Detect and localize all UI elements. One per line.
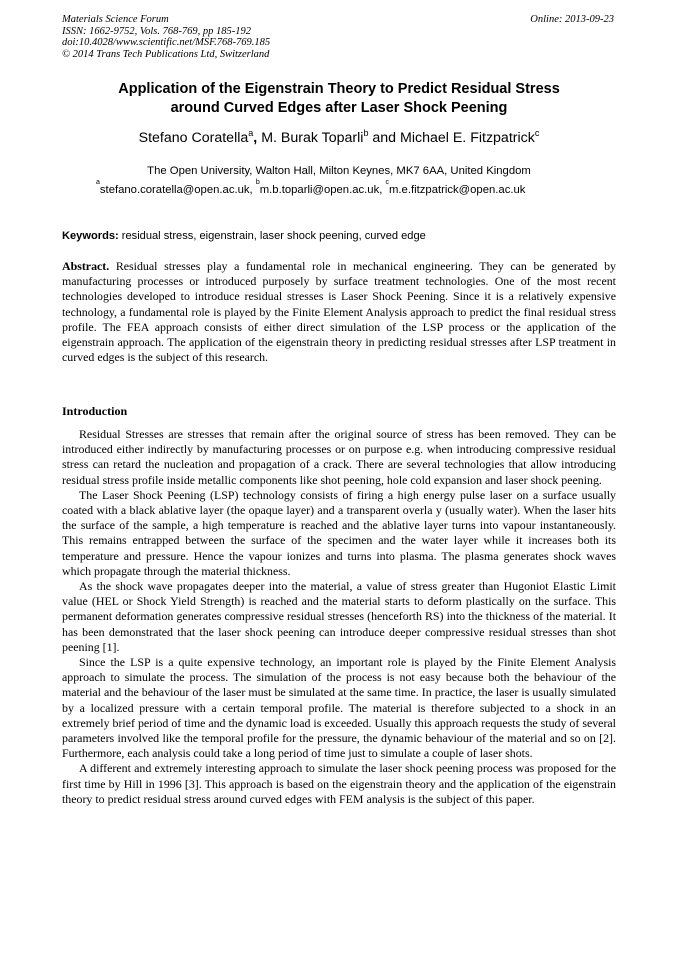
journal-name: Materials Science Forum [62,14,169,25]
email-b: m.b.toparli@open.ac.uk, [259,184,386,196]
author-3: Michael E. Fitzpatrick [400,130,535,146]
keywords [62,229,616,243]
paper-title [62,80,616,118]
author-2: M. Burak Toparli [261,130,364,146]
abstract-text: Residual stresses play a fundamental role in mechanical engineering. They can be generated by manufacturing processes or introduced purposely by surface treatment technologies. One of the most recent technologies developed to introduce residual stresses is Laser Shock Peening. Since it is a relatively expensive technology, a fundamental role is played by the Finite Element Analysis approach to predict the final residual stress profile. The FEA approach consists of either direct simulation of the LSP process or the application of the eigenstrain approach. The application of the eigenstrain theory in predicting residual stresses after LSP treatment in curved edges is the subject of this research. [62,259,616,365]
introduction-body [62,427,616,807]
online-date: Online: 2013-09-23 [530,14,614,25]
title-line-2: around Curved Edges after Laser Shock Peening [170,100,508,116]
email-c-marker: c [385,179,389,186]
issn-line: ISSN: 1662-9752, Vols. 768-769, pp 185-192 [62,25,251,37]
copyright-line: © 2014 Trans Tech Publications Ltd, Switzerland [62,48,270,60]
affiliation: The Open University, Walton Hall, Milton Keynes, MK7 6AA, United Kingdom [147,165,531,177]
author-1-marker: a [248,128,254,138]
author-1: Stefano Coratella [138,130,249,146]
author-separator-2: and [368,130,401,146]
author-3-marker: c [534,128,540,138]
paragraph: As the shock wave propagates deeper into the material, a value of stress greater than Hugoniot Elastic Limit value (HEL or Shock Yield Strength) is reached and the material starts to deform plastically on the surface. This permanent deformation generates compressive residual stresses (henceforth RS) into the thickness of the material. It has been demonstrated that the laser shock peening can introduce deeper compressive residual stresses than shot peening [1]. [62,579,616,654]
keywords-label: Keywords: [62,230,119,242]
paragraph: Since the LSP is a quite expensive technology, an important role is played by the Finite Element Analysis approach to simulate the process. The simulation of the process is not easy because both the behaviour of the material and the behaviour of the laser must be simulated at the same time. In practice, the laser is usually simulated by a localized pressure with a certain temporal profile. The material is therefore subjected to a shock in an extremely brief period of time and the dynamic load is exceeded. Usually this approach requests the study of several parameters involved like the temporal profile for the pressure, the dynamic behaviour of the material and so on [2]. Furthermore, each analysis could take a long period of time just to simulate a couple of laser shots. [62,655,616,761]
author-2-marker: b [363,128,369,138]
doi-line: doi:10.4028/www.scientific.net/MSF.768-769.185 [62,37,271,48]
keywords-text: residual stress, eigenstrain, laser shock peening, curved edge [118,230,426,242]
paragraph: A different and extremely interesting approach to simulate the laser shock peening process was proposed for the first time by Hill in 1996 [3]. This approach is based on the eigenstrain theory and the application of the eigenstrain theory to predict residual stress around curved edges with FEM analysis is the subject of this paper. [62,761,616,806]
author-list [62,129,616,147]
journal-header [62,14,270,60]
email-c: m.e.fitzpatrick@open.ac.uk [389,184,526,196]
author-separator-1: , [253,130,262,146]
email-list [96,179,596,197]
email-b-marker: b [255,179,260,186]
paragraph: The Laser Shock Peening (LSP) technology consists of firing a high energy pulse laser on a surface usually coated with a black ablative layer (the opaque layer) and a transparent overla y (usually water). When the laser hits the surface of the sample, a high temperature is reached and the ablative layer turns into vapour instantaneously. This remains entrapped between the surface of the specimen and the water layer while it increases both its temperature and pressure. Hence the vapour ionizes and turns into plasma. The plasma generates shock waves which propagate through the material thickness. [62,487,616,578]
email-a: stefano.coratella@open.ac.uk, [99,184,256,196]
email-a-marker: a [96,179,100,186]
paragraph: Residual Stresses are stresses that remain after the original source of stress has been removed. They can be introduced either indirectly by manufacturing processes or on purpose e.g. when introducing compressive residual stress can retard the nucleation and propagation of a crack. There are several technologies that allow introducing residual stress profile inside metallic components like shot peening, hole cold expansion and laser shock peening. [62,427,616,487]
title-line-1: Application of the Eigenstrain Theory to Predict Residual Stress [118,81,560,97]
abstract [62,259,616,365]
abstract-label: Abstract. [62,259,110,273]
section-heading-introduction: Introduction [62,404,128,418]
